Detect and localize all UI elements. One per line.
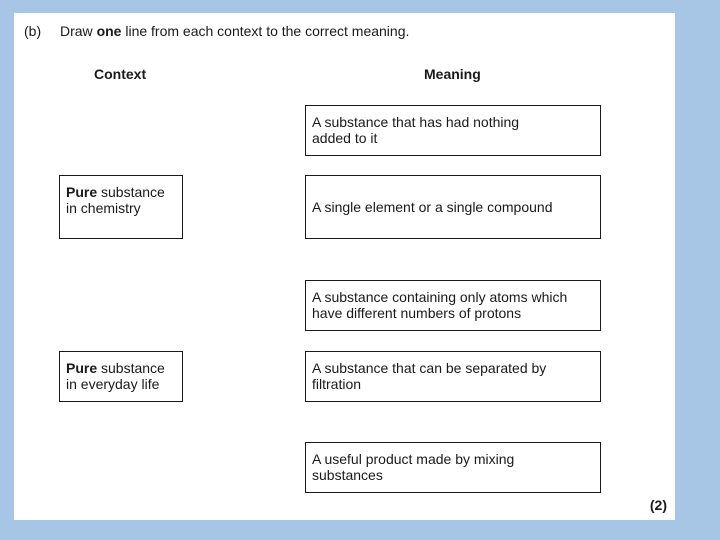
context-box-everyday-life[interactable] [59,351,183,402]
question-sheet [14,13,675,520]
context-bold-word: Pure [66,360,98,376]
question-part-label: (b) [24,23,42,39]
instruction-start: Draw [60,23,97,39]
meaning-text: A useful product made by mixing substances [312,451,515,483]
marks-label: (2) [649,497,667,513]
meaning-text: A substance containing only atoms which have different numbers of protons [312,289,568,321]
question-instruction [60,23,409,39]
meaning-text: A substance that can be separated by filtration [312,360,547,392]
meaning-box-3[interactable] [305,280,601,331]
meaning-box-1[interactable] [305,105,601,156]
instruction-emphasis: one [96,23,122,39]
context-box-text [66,184,165,216]
meaning-box-4[interactable] [305,351,601,402]
context-rest-text: substance in everyday life [66,360,165,392]
meaning-box-5[interactable] [305,442,601,493]
context-bold-word: Pure [66,184,98,200]
meaning-column-header: Meaning [424,66,481,82]
context-box-text [66,360,165,392]
meaning-text: A single element or a single compound [312,199,553,215]
context-column-header: Context [94,66,147,82]
instruction-end: line from each context to the correct meaning. [121,23,410,39]
context-rest-text: substance in chemistry [66,184,165,216]
meaning-box-2[interactable] [305,175,601,239]
meaning-text: A substance that has had nothing added to it [312,114,520,146]
context-box-chemistry[interactable] [59,175,183,239]
